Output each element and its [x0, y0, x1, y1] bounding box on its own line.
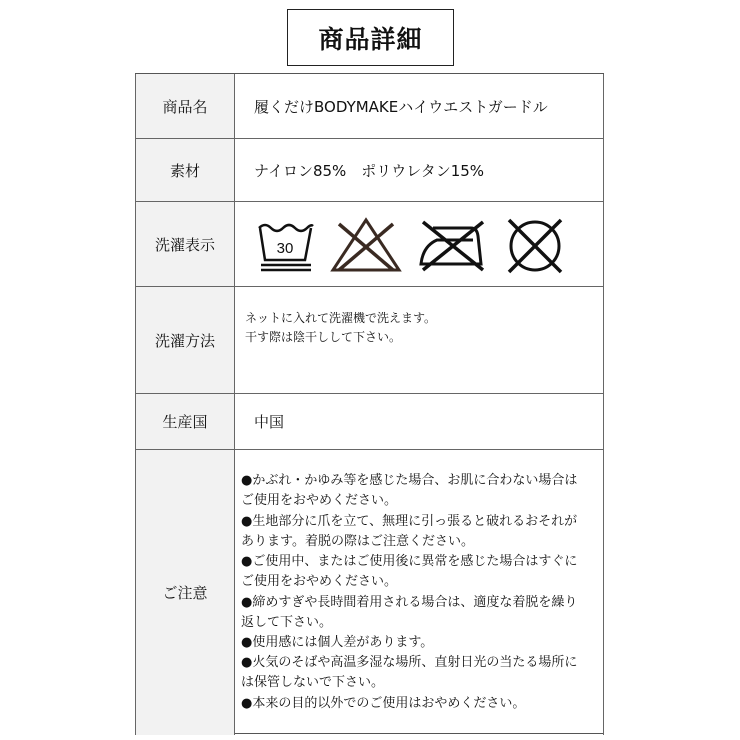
value-wash-method	[235, 287, 604, 393]
label-wash-method: 洗濯方法	[135, 287, 235, 393]
caution-line: 返して下さい。	[241, 614, 333, 630]
caution-line: ●本来の目的以外でのご使用はおやめください。	[241, 695, 526, 711]
caution-line: ●使用感には個人差があります。	[241, 634, 434, 650]
no-iron-icon	[415, 214, 489, 274]
caution-line: ●締めすぎや長時間着用される場合は、適度な着脱を繰り	[241, 594, 578, 610]
row-laundry	[135, 202, 604, 287]
caution-line: ●火気のそばや高温多湿な場所、直射日光の当たる場所に	[241, 655, 578, 671]
label-origin: 生産国	[135, 394, 235, 449]
caution-line: ご使用をおやめください。	[241, 574, 398, 590]
caution-line: ●生地部分に爪を立て、無理に引っ張ると破れるおそれが	[241, 513, 578, 529]
value-origin: 中国	[235, 394, 604, 449]
row-caution	[135, 450, 604, 735]
row-material	[135, 139, 604, 202]
no-dry-clean-icon	[501, 214, 569, 274]
value-product-name: 履くだけBODYMAKEハイウエストガードル	[235, 74, 604, 138]
label-caution: ご注意	[135, 450, 235, 735]
no-bleach-icon	[329, 214, 403, 274]
caution-line: は保管しないで下さい。	[241, 675, 385, 691]
caution-line: あります。着脱の際はご注意ください。	[241, 533, 474, 549]
caution-line: ご使用をおやめください。	[241, 493, 398, 509]
wash-method-line: ネットに入れて洗濯機で洗えます。	[245, 311, 437, 325]
page-title: 商品詳細	[287, 9, 454, 66]
row-product-name	[135, 74, 604, 139]
label-product-name: 商品名	[135, 74, 235, 138]
value-material: ナイロン85% ポリウレタン15%	[235, 139, 604, 201]
value-caution	[235, 450, 604, 735]
wash-tub-30-icon	[253, 214, 317, 274]
caution-line: ●ご使用中、またはご使用後に異常を感じた場合はすぐに	[241, 554, 578, 570]
label-laundry: 洗濯表示	[135, 202, 235, 286]
wash-temperature: 30	[276, 240, 294, 257]
label-material: 素材	[135, 139, 235, 201]
wash-method-line: 干す際は陰干しして下さい。	[245, 330, 402, 344]
caution-line: ●かぶれ・かゆみ等を感じた場合、お肌に合わない場合は	[241, 473, 578, 489]
laundry-icons	[235, 202, 604, 286]
product-detail-table	[135, 73, 604, 734]
row-wash-method	[135, 287, 604, 394]
row-origin	[135, 394, 604, 450]
